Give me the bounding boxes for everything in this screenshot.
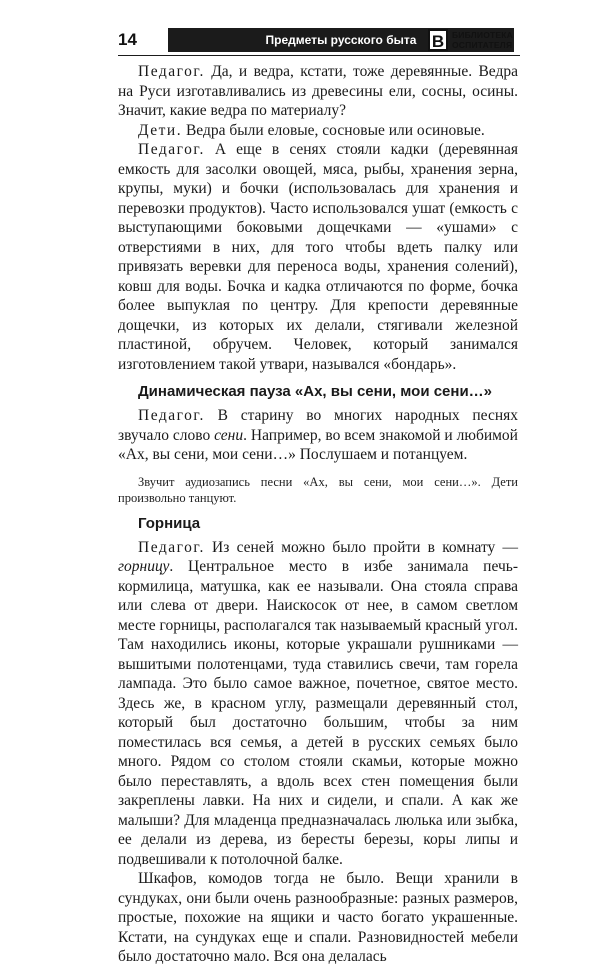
section-heading-gornitsa: Горница xyxy=(138,514,201,532)
paragraph-text: Да, и ведра, кстати, тоже деревянные. Ведра на Руси изготавливались из древесины ели, сосны, осины. Значит, какие ведра по материалу? xyxy=(118,63,518,119)
paragraph-2 xyxy=(118,121,518,141)
speaker-label: Педагог. xyxy=(138,141,205,158)
page-number: 14 xyxy=(118,30,137,49)
series-logo xyxy=(428,28,520,52)
paragraph-1 xyxy=(118,62,518,121)
series-logo-letter: В xyxy=(428,29,448,51)
paragraph-text: В старину во многих народных песнях звучало слово xyxy=(118,407,518,444)
series-logo-line-1: БИБЛИОТЕКА xyxy=(452,30,513,40)
paragraph-5 xyxy=(118,538,518,870)
italic-term: сени xyxy=(214,426,244,444)
paragraph-text: Из сеней можно было пройти в комнату — xyxy=(204,538,518,556)
paragraph-text: А еще в сенях стояли кадки (деревянная емкость для засолки овощей, мяса, рыбы, хранения зерна, крупы, муки) и бочки (использовалась для хранения и перевозки продуктов). Часто использовался ушат (емкость с выступающими боковыми дощечками — «ушами» с отверстиями в них, для того чтобы вдеть палку или привязать веревки для переноса воды, хранения солений), ковш для воды. Бочка и кадка отличаются по форме, бочка более выпуклая по центру. Для крепости деревянные дощечки, из которых их делали, стягивали железной пластиной, обручем. Человек, который занимался изготовлением такой утвари, назывался «бондарь». xyxy=(118,141,518,373)
paragraph-6: Шкафов, комодов тогда не было. Вещи хранили в сундуках, они были очень разнообразные: разных размеров, простые, похожие на ящики и часто богато украшенные. Кстати, на сундуках еще и спали. Разновидностей мебели было достаточно мало. Вся она делалась xyxy=(118,870,518,965)
speaker-label: Педагог. xyxy=(138,63,205,80)
section-heading-dynamic-pause: Динамическая пауза «Ах, вы сени, мои сени…» xyxy=(138,383,493,400)
italic-term: горницу xyxy=(118,558,170,575)
paragraph-3 xyxy=(118,140,518,374)
stage-direction: Звучит аудиозапись песни «Ах, вы сени, мои сени…». Дети произвольно танцуют. xyxy=(118,474,518,505)
speaker-label: Дети. xyxy=(138,121,183,139)
paragraph-text: . Например, во всем знакомой и любимой «Ах, вы сени, мои сени…» Послушаем и потанцуем. xyxy=(118,426,518,463)
series-logo-line-2: ОСПИТАТЕЛЯ xyxy=(452,40,513,50)
header-rule xyxy=(118,55,520,56)
paragraph-text: Ведра были еловые, сосновые или осиновые. xyxy=(182,121,485,139)
paragraph-4 xyxy=(118,406,518,465)
speaker-label: Педагог. xyxy=(138,407,205,424)
page-body xyxy=(118,62,518,967)
running-title: Предметы русского быта xyxy=(168,28,514,52)
series-logo-text xyxy=(452,30,513,50)
speaker-label: Педагог. xyxy=(138,538,205,556)
paragraph-text: . Центральное место в избе занимала печь-кормилица, матушка, как ее называли. Она стояла справа или слева от двери. Наискосок от нее, в самом светлом месте горницы, располагался так называемый красный угол. Там находились иконы, которые украшали рушниками — вышитыми полотенцами, туда ставились свечи, там горела лампада. Это было самое важное, почетное, святое место. Здесь же, в красном углу, размещали деревянный стол, который был достаточно большим, чтобы за ним поместилась вся семья, а детей в русских семьях было много. Рядом со столом стояли скамьи, которые можно было переставлять, а вдоль всех стен помещения были закреплены лавки. На них и сидели, и спали. А как же малыши? Для младенца предназначалась люлька или зыбка, ее делали из дерева, из бересты березы, коры липы и подвешивали к потолочной балке. xyxy=(118,558,518,868)
